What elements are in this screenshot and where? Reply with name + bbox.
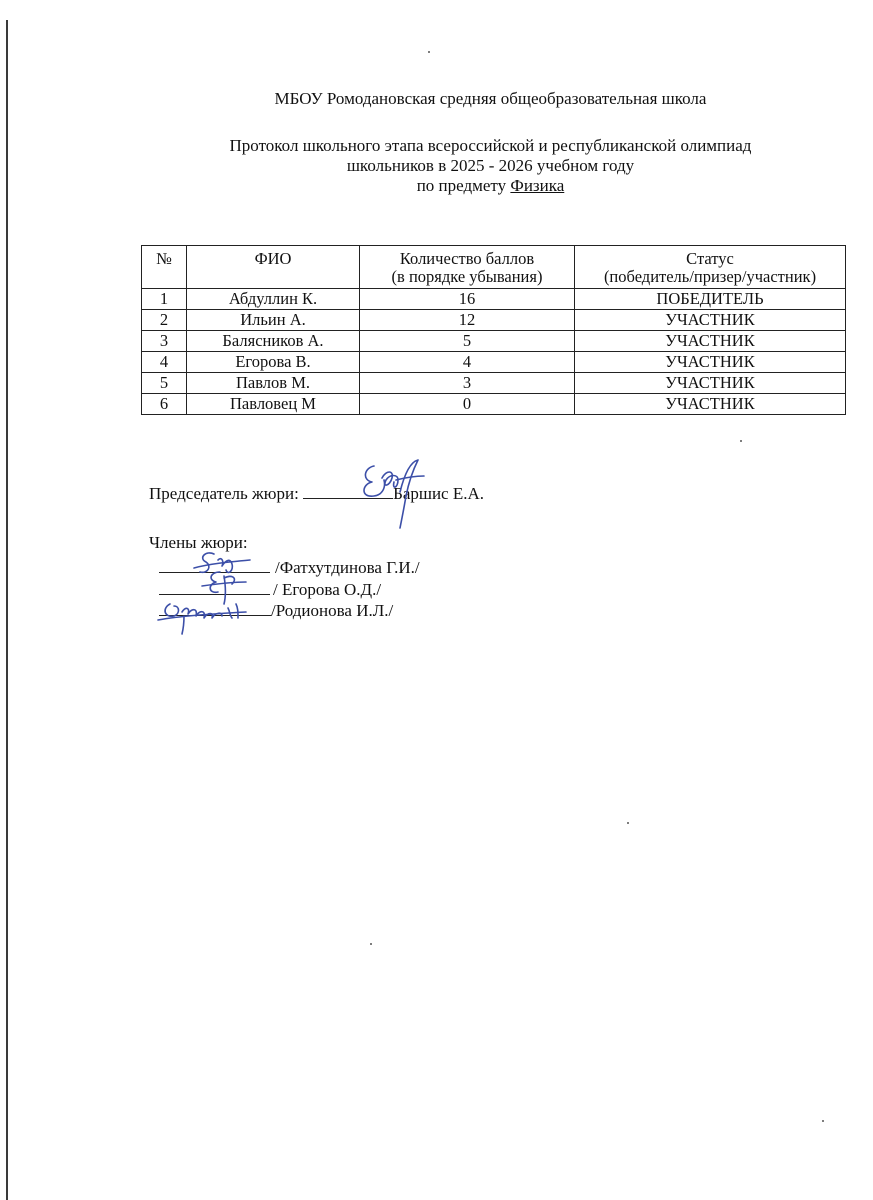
row-score: 4 bbox=[360, 352, 575, 373]
scan-speck bbox=[428, 51, 430, 53]
row-status: УЧАСТНИК bbox=[575, 352, 846, 373]
jury-member-name: /Фатхутдинова Г.И./ bbox=[275, 558, 420, 577]
jury-chair-label: Председатель жюри: bbox=[149, 484, 304, 503]
jury-member-name: / Егорова О.Д./ bbox=[273, 580, 382, 599]
row-score: 12 bbox=[360, 310, 575, 331]
header-status bbox=[575, 246, 846, 289]
row-status: УЧАСТНИК bbox=[575, 331, 846, 352]
row-status: УЧАСТНИК bbox=[575, 310, 846, 331]
chair-signature bbox=[352, 452, 432, 532]
scan-speck bbox=[822, 1120, 824, 1122]
results-table bbox=[141, 245, 846, 415]
row-score: 0 bbox=[360, 394, 575, 415]
scan-speck bbox=[740, 440, 742, 442]
protocol-title-line2: школьников в 2025 - 2026 учебном году bbox=[346, 156, 635, 175]
table-row bbox=[142, 289, 846, 310]
scan-speck bbox=[370, 943, 372, 945]
table-row bbox=[142, 310, 846, 331]
row-num: 3 bbox=[142, 331, 187, 352]
row-name: Балясников А. bbox=[187, 331, 360, 352]
row-name: Ильин А. bbox=[187, 310, 360, 331]
row-name: Павлов М. bbox=[187, 373, 360, 394]
row-num: 2 bbox=[142, 310, 187, 331]
table-row bbox=[142, 394, 846, 415]
row-status: УЧАСТНИК bbox=[575, 373, 846, 394]
row-name: Абдуллин К. bbox=[187, 289, 360, 310]
subject-line bbox=[54, 176, 873, 196]
scan-speck bbox=[627, 822, 629, 824]
table-row bbox=[142, 331, 846, 352]
table-row bbox=[142, 352, 846, 373]
subject-prefix: по предмету bbox=[416, 176, 511, 195]
jury-members-label: Члены жюри: bbox=[149, 533, 248, 552]
header-status-line2: (победитель/призер/участник) bbox=[603, 267, 817, 286]
row-status: ПОБЕДИТЕЛЬ bbox=[575, 289, 846, 310]
row-num: 4 bbox=[142, 352, 187, 373]
header-score bbox=[360, 246, 575, 289]
jury-chair-line bbox=[149, 484, 484, 504]
header-score-line2: (в порядке убывания) bbox=[391, 267, 543, 286]
row-status: УЧАСТНИК bbox=[575, 394, 846, 415]
table-row bbox=[142, 373, 846, 394]
header-num: № bbox=[142, 246, 187, 289]
protocol-title bbox=[54, 136, 873, 196]
scan-edge-line bbox=[6, 20, 8, 1200]
row-num: 6 bbox=[142, 394, 187, 415]
jury-chair-name: Баршис Е.А. bbox=[393, 484, 485, 503]
header-score-line1: Количество баллов bbox=[399, 249, 535, 268]
row-name: Павловец М bbox=[187, 394, 360, 415]
member-3-signature bbox=[150, 594, 260, 636]
row-num: 1 bbox=[142, 289, 187, 310]
row-name: Егорова В. bbox=[187, 352, 360, 373]
header-name: ФИО bbox=[187, 246, 360, 289]
row-score: 3 bbox=[360, 373, 575, 394]
school-name: МБОУ Ромодановская средняя общеобразовательная школа bbox=[274, 89, 707, 108]
subject-value: Физика bbox=[510, 176, 565, 195]
row-score: 16 bbox=[360, 289, 575, 310]
table-header-row bbox=[142, 246, 846, 289]
header-status-line1: Статус bbox=[686, 249, 734, 268]
protocol-title-line1: Протокол школьного этапа всероссийской и республиканской олимпиад bbox=[229, 136, 752, 155]
jury-member-name: /Родионова И.Л./ bbox=[271, 601, 394, 620]
row-num: 5 bbox=[142, 373, 187, 394]
row-score: 5 bbox=[360, 331, 575, 352]
